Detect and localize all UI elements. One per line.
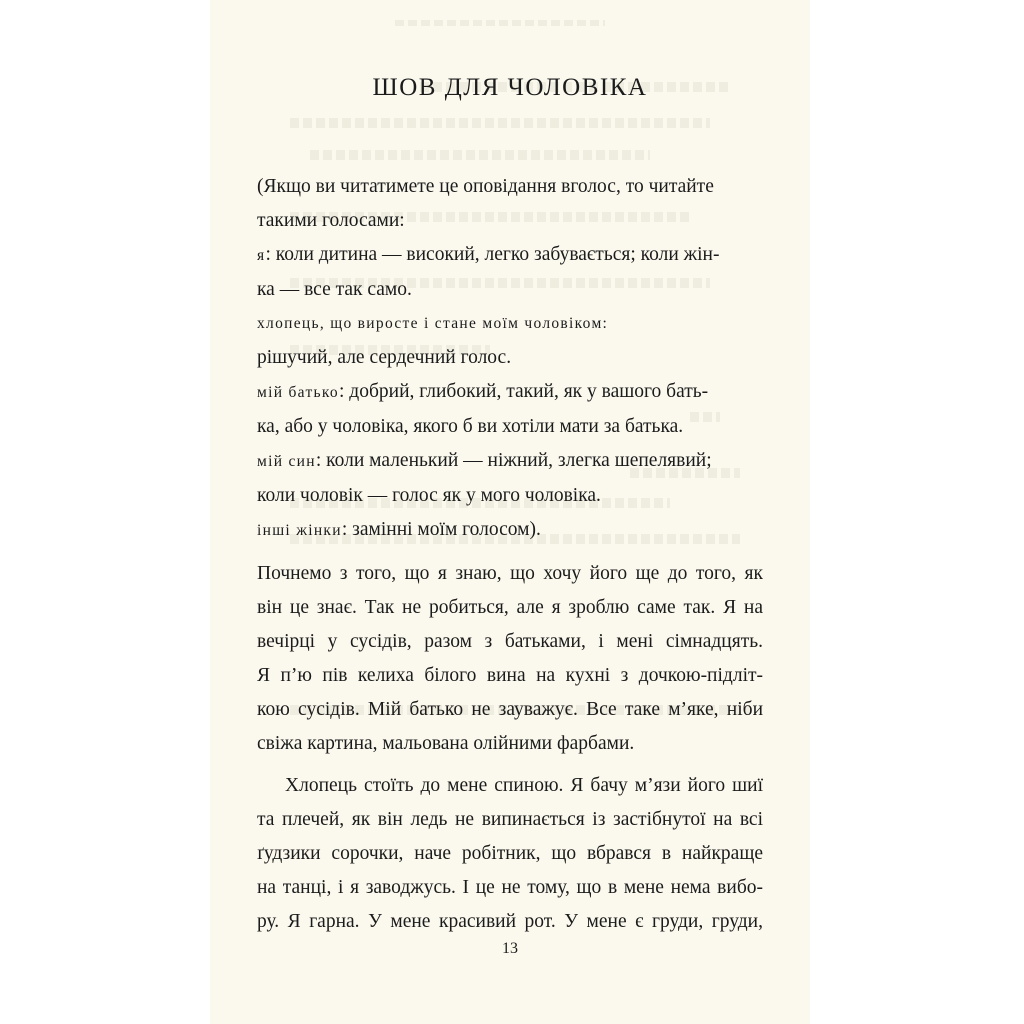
text-line: кою сусідів. Мій батько не зауважує. Все таке м’яке, ніби xyxy=(257,699,763,720)
page-number: 13 xyxy=(502,940,518,957)
text-line: свіжа картина, мальована олійними фарбами. xyxy=(257,733,635,754)
intro-line: (Якщо ви читатимете це оповідання вголос, то читайте xyxy=(257,176,714,197)
text-line: вечірці у сусідів, разом з батьками, і мені сімнадцять. xyxy=(257,631,763,652)
voice-description-me: : коли дитина — високий, легко забувається; коли жін- xyxy=(265,244,720,265)
text-line: на танці, і я заводжусь. І це не тому, що в мене нема вибо- xyxy=(257,877,763,898)
voice-label-other-women: інші жінки xyxy=(257,522,342,539)
paragraph-2 xyxy=(257,769,763,939)
intro-line xyxy=(257,513,763,548)
text-line: та плечей, як він ледь не випинається із застібнутої на всі xyxy=(257,809,763,830)
voice-instructions xyxy=(257,170,763,548)
text-line: ґудзики сорочки, наче робітник, що вбрався в найкраще xyxy=(257,843,763,864)
voice-description-father: : добрий, глибокий, такий, як у вашого бать- xyxy=(339,381,709,402)
intro-line xyxy=(257,375,763,410)
voice-label-boy: хлопець, що виросте і стане моїм чоловіком: xyxy=(257,315,609,332)
intro-line: ка, або у чоловіка, якого б ви хотіли мати за батька. xyxy=(257,416,684,437)
chapter-title: ШОВ ДЛЯ ЧОЛОВІКА xyxy=(372,74,648,101)
voice-description-other-women: : замінні моїм голосом). xyxy=(341,519,541,540)
voice-label-son: мій син xyxy=(257,453,316,470)
text-line: Хлопець стоїть до мене спиною. Я бачу м’язи його шиї xyxy=(285,775,763,796)
voice-label-me: я xyxy=(257,247,266,264)
voice-description-son: : коли маленький — ніжний, злегка шепелявий; xyxy=(315,450,712,471)
intro-line: рішучий, але сердечний голос. xyxy=(257,347,512,368)
intro-line: ка — все так само. xyxy=(257,279,412,300)
text-line: Почнемо з того, що я знаю, що хочу його ще до того, як xyxy=(257,563,763,584)
text-line: ру. Я гарна. У мене красивий рот. У мене є груди, груди, xyxy=(257,911,763,932)
intro-line: коли чоловік — голос як у мого чоловіка. xyxy=(257,485,601,506)
intro-line: такими голосами: xyxy=(257,210,405,231)
intro-line xyxy=(257,238,763,273)
text-line: він це знає. Так не робиться, але я зроблю саме так. Я на xyxy=(257,597,763,618)
intro-line xyxy=(257,444,763,479)
book-page xyxy=(210,0,810,1024)
story-body xyxy=(257,557,763,939)
paragraph-1 xyxy=(257,557,763,761)
text-line: Я п’ю пів келиха білого вина на кухні з дочкою-підліт- xyxy=(257,665,763,686)
voice-label-father: мій батько xyxy=(257,384,339,401)
